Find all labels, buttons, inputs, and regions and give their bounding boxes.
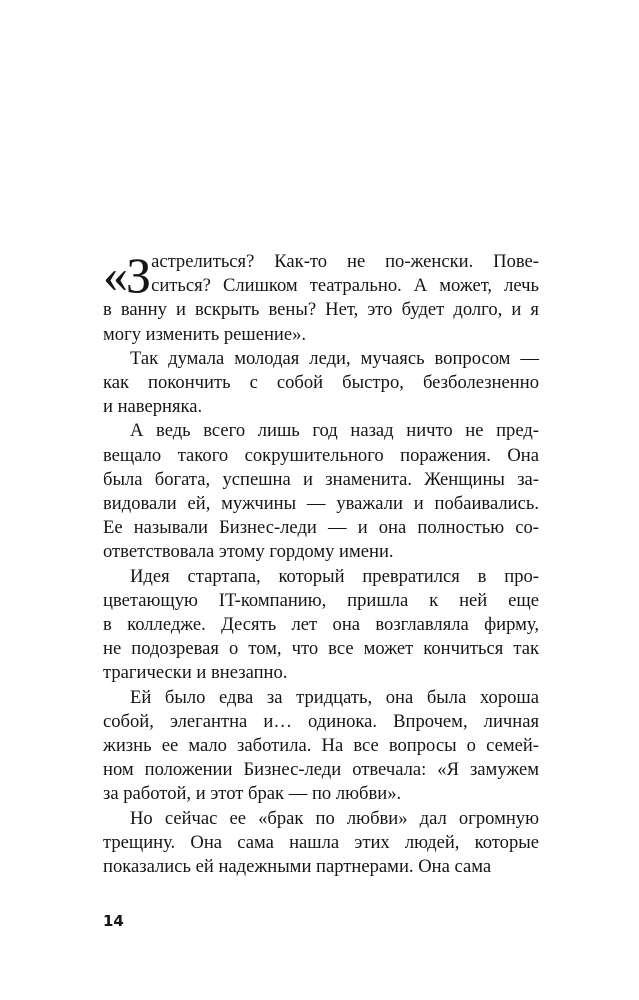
text-line: не подозревая о том, что все может кончиться так — [103, 638, 539, 660]
text-line: видовали ей, мужчины — уважали и побаивались. — [103, 493, 539, 515]
text-line: жизнь ее мало заботила. На все вопросы о семей- — [103, 735, 539, 757]
paragraphs — [103, 298, 539, 879]
page-number: 14 — [103, 912, 124, 930]
text-line: в ванну и вскрыть вены? Нет, это будет долго, и я — [103, 299, 539, 321]
text-line: Идея стартапа, который превратился в про- — [130, 565, 539, 587]
text-line: астрелиться? Как-то не по-женски. Пове- — [151, 251, 539, 272]
paragraph — [103, 807, 539, 880]
text-line: показались ей надежными партнерами. Она сама — [103, 856, 492, 878]
drop-cap: «З — [103, 247, 150, 303]
text-line: ситься? Слишком театрально. А может, лечь — [151, 275, 539, 297]
paragraph — [103, 419, 539, 564]
text-line: трагически и внезапно. — [103, 662, 288, 684]
paragraph — [103, 565, 539, 686]
body-text — [103, 247, 539, 879]
text-line: вещало такого сокрушительного поражения. Она — [103, 444, 539, 466]
text-line: за работой, и этот брак — по любви». — [103, 783, 402, 805]
text-line: цветающую IT-компанию, пришла к ней еще — [103, 589, 539, 611]
text-line: Но сейчас ее «брак по любви» дал огромную — [130, 807, 539, 829]
paragraph — [103, 686, 539, 807]
text-line: как покончить с собой быстро, безболезненно — [103, 372, 539, 394]
paragraph — [103, 347, 539, 420]
text-line: Ей было едва за тридцать, она была хороша — [130, 686, 539, 708]
text-line: А ведь всего лишь год назад ничто не пред- — [130, 420, 539, 442]
text-line: могу изменить решение». — [103, 323, 307, 345]
text-line: и наверняка. — [103, 396, 203, 418]
paragraph — [103, 298, 539, 346]
opening-paragraph — [103, 247, 539, 303]
text-line: трещину. Она сама нашла этих людей, которые — [103, 831, 539, 853]
text-line: собой, элегантна и… одинока. Впрочем, личная — [103, 710, 539, 732]
text-line: в колледже. Десять лет она возглавляла фирму, — [103, 614, 539, 636]
text-line: Ее называли Бизнес-леди — и она полностью со- — [103, 517, 539, 539]
text-line: ном положении Бизнес-леди отвечала: «Я замужем — [103, 759, 539, 781]
text-line: была богата, успешна и знаменита. Женщины за- — [103, 468, 539, 490]
text-line: Так думала молодая леди, мучаясь вопросом — — [130, 347, 539, 369]
text-line: ответствовала этому гордому имени. — [103, 541, 394, 563]
